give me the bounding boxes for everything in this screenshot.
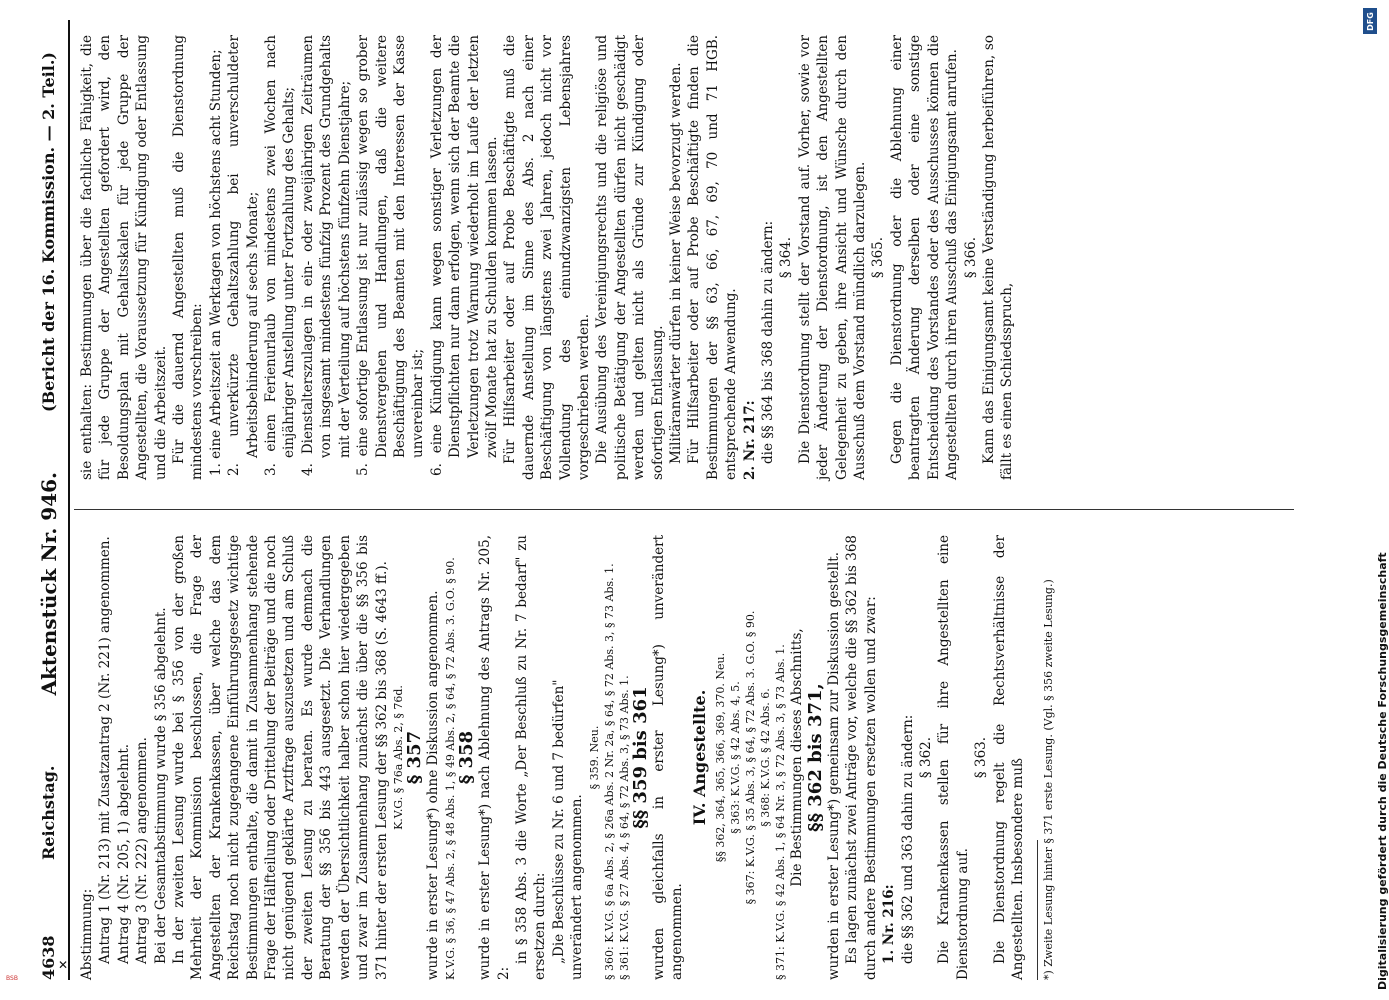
- list-item: 3. einen Ferienurlaub von mindestens zwei Wochen nach einjähriger Anstellung unter Fortzahlung des Gehalts;: [263, 35, 298, 476]
- page-header: [32, 20, 69, 980]
- para: Die Krankenkassen stellen für ihre Angestellten eine Dienstordnung auf.: [936, 535, 971, 980]
- law-reference: § 361: K.V.G. § 27 Abs. 4, § 64, § 72 Abs. 3, § 73 Abs. 1.: [617, 675, 631, 980]
- law-reference: §§ 362, 364, 365, 366, 369, 370. Neu.: [714, 652, 728, 863]
- footnote: *) Zweite Lesung hinter § 371 erste Lesung. (Vgl. § 356 zweite Lesung.): [1042, 579, 1056, 980]
- law-reference: § 359. Neu.: [587, 725, 601, 790]
- para: § 363.: [973, 736, 990, 779]
- footnote-rule: [1037, 840, 1038, 980]
- para: Die Bestimmungen dieses Abschnitts,: [789, 628, 806, 887]
- credit-text: Digitalisierung gefördert durch die Deutsche Forschungsgemeinschaft: [1376, 552, 1389, 990]
- header-title: Aktenstück Nr. 946.: [36, 472, 61, 696]
- para: Die Dienstordnung regelt die Rechtsverhältnisse der Angestellten. Insbesondere muß: [991, 535, 1027, 980]
- law-reference: § 367: K.V.G. § 35 Abs. 3, § 64, § 72 Abs. 3. G.O. § 90.: [744, 610, 758, 905]
- para: die §§ 362 und 363 dahin zu ändern:: [899, 714, 916, 964]
- para: wurde in erster Lesung*) nach Ablehnung des Antrags Nr. 205, 2:: [477, 535, 512, 980]
- digitization-credit: [1356, 0, 1389, 1000]
- para: Antrag 4 (Nr. 205, 1) abgelehnt.: [115, 743, 132, 964]
- law-reference: K.V.G. § 76a Abs. 2, § 76d.: [391, 685, 405, 830]
- para: Für die dauernd Angestellten muß die Dienstordnung mindestens vorschreiben:: [171, 35, 206, 480]
- column-separator: [74, 509, 1294, 510]
- list-item: 5. eine sofortige Entlassung ist nur zulässig wegen so grober Dienstvergehen und Handlungen, daß die weitere Beschäftigung des Beamten mit den Interessen der Kasse unvereinbar ist;: [355, 35, 427, 476]
- list-item: 1. eine Arbeitszeit an Werktagen von höchstens acht Stunden;: [207, 49, 224, 476]
- law-reference: § 368: K.V.G. § 42 Abs. 6.: [759, 688, 773, 827]
- rotated-document-page: [32, 20, 1332, 980]
- right-column: [78, 35, 1017, 480]
- dfg-logo: DFG: [1363, 8, 1377, 34]
- header-rule: [68, 20, 70, 980]
- para: Bei der Gesamtabstimmung wurde § 356 abgelehnt.: [152, 607, 169, 964]
- para: Es lagen zunächst zwei Anträge vor, welche die §§ 362 bis 368 durch andere Bestimmungen ersetzen wollen und zwar:: [844, 535, 879, 980]
- para: wurden gleichfalls in erster Lesung*) unverändert angenommen.: [650, 535, 686, 980]
- list-item: 6. eine Kündigung kann wegen sonstiger Verletzungen der Dienstpflichten nur dann erfolgen, wenn sich der Beamte die Verletzungen trotz Warnung wiederholt im Laufe der letzten zwölf Monate hat zu Schulden kommen lassen.: [428, 35, 500, 476]
- para: in § 358 Abs. 3 die Worte „Der Beschluß zu Nr. 7 bedarf" zu ersetzen durch:: [513, 535, 549, 980]
- para: Die Dienstordnung stellt der Vorstand auf. Vorher, sowie vor jeder Änderung der Dienstordnung, ist den Angestellten Gelegenheit zu geben, ihre Ansicht und Wünsche durch den Ausschuß dem Vorstand mündlich darzulegen.: [796, 35, 869, 480]
- para: unverändert angenommen.: [569, 794, 586, 980]
- para: Für Hilfsarbeiter oder auf Probe Beschäftigte finden die Bestimmungen der §§ 63, 66, 67, 69, 70 und 71 HGB. entsprechende Anwendung.: [686, 35, 740, 480]
- para: Militäranwärter dürfen in keiner Weise bevorzugt werden.: [668, 62, 684, 464]
- para: Antrag 1 (Nr. 213) mit Zusatzantrag 2 (Nr. 221) angenommen.: [97, 536, 114, 964]
- section-362-371: §§ 362 bis 371,: [804, 683, 826, 832]
- para: § 364.: [778, 236, 795, 279]
- law-reference: § 363: K.V.G. § 42 Abs. 4, 5.: [729, 681, 743, 834]
- law-reference: K.V.G. § 36, § 47 Abs. 2, § 48 Abs. 1, § 49 Abs. 2, § 64, § 72 Abs. 3. G.O. § 90.: [443, 557, 457, 980]
- para: Die Ausübung des Vereinigungsrechts und die religiöse und politische Betätigung der Angestellten dürfen nicht geschädigt werden und gelten nicht als Gründe zur Kündigung oder sofortigen Entlassung.: [594, 35, 666, 480]
- library-stamp: BSB: [6, 975, 18, 982]
- para: Abstimmung:: [79, 888, 95, 980]
- para: sie enthalten: Bestimmungen über die fachliche Fähigkeit, die für jede Gruppe der Angestellten gefordert wird, den Besoldungsplan mit Gehaltsskalen für jede Gruppe der Angestellten, die Voraussetzung für Kündigung oder Entlassung und die Arbeitszeit.: [79, 35, 169, 480]
- list-item: 2. unverkürzte Gehaltszahlung bei unverschuldeter Arbeitsbehinderung auf sechs Monate;: [226, 35, 261, 476]
- header-left: Reichstag.: [38, 765, 58, 860]
- para: wurde in erster Lesung*) ohne Diskussion angenommen.: [425, 590, 442, 980]
- list-item: 4. Dienstalterszulagen in ein- oder zweijährigen Zeiträumen von insgesamt mindestens fünfzig Prozent des Grundgehalts mit der Verteilung auf höchstens fünfzehn Dienstjahre;: [299, 35, 353, 476]
- section-358: § 358: [455, 730, 477, 785]
- para: die §§ 364 bis 368 dahin zu ändern:: [760, 220, 777, 464]
- para: „Die Beschlüsse zu Nr. 6 und 7 bedürfen": [550, 679, 567, 964]
- para: In der zweiten Lesung wurde bei § 356 von der großen Mehrheit der Kommission beschlossen, die Frage der Angestellten der Krankenkassen, über welche das dem Reichstag noch nicht zugegangene Einführungsgesetz wichtige Bestimmungen enthalte, die damit in Zusammenhang stehende Frage der Hälfteilung oder Drittelung der Beiträge und die noch nicht genügend geklärte Arztfrage auszusetzen und am Schluß der zweiten Lesung zu beraten. Es wurde demnach die Beratung der §§ 356 bis 443 ausgesetzt. Die Verhandlungen werden der Übersichtlichkeit halber schon hier wiedergegeben und zwar im Zusammenhang zunächst die über die §§ 356 bis 371 hinter der ersten Lesung der §§ 362 bis 368 (S. 4643 ff.).: [171, 535, 390, 980]
- law-reference: § 360: K.V.G. § 6a Abs. 2, § 26a Abs. 2 Nr. 2a, § 64, § 72 Abs. 3, § 73 Abs. 1.: [602, 563, 616, 980]
- para: § 366.: [962, 236, 979, 279]
- header-right: (Bericht der 16. Kommission. — 2. Teil.): [38, 52, 58, 412]
- para: 2. Nr. 217:: [741, 400, 758, 480]
- page-number: 4638: [38, 935, 58, 980]
- section-359-361: §§ 359 bis 361: [629, 686, 651, 829]
- para: wurden in erster Lesung*) gemeinsam zur Diskussion gestellt.: [826, 552, 842, 980]
- margin-mark: ✕: [58, 958, 69, 972]
- para: Kann das Einigungsamt keine Verständigung herbeiführen, so fällt es einen Schiedsspruch,: [980, 35, 1016, 480]
- para: § 365.: [870, 236, 887, 279]
- left-column: [78, 535, 1056, 980]
- para: Für Hilfsarbeiter oder auf Probe Beschäftigte muß die dauernde Anstellung im Sinne des Abs. 2 nach einer Beschäftigung von längstens zwei Jahren, jedoch nicht vor Vollendung des einundzwanzigsten Lebensjahres vorgeschrieben werden.: [502, 35, 592, 480]
- para: 1. Nr. 216:: [881, 884, 898, 964]
- section-357: § 357: [403, 730, 425, 785]
- para: Antrag 3 (Nr. 222) angenommen.: [134, 737, 151, 964]
- law-reference: § 371: K.V.G. § 42 Abs. 1, § 64 Nr. 3, § 72 Abs. 3, § 73 Abs. 1.: [774, 644, 788, 980]
- para: § 362.: [918, 736, 935, 779]
- chapter-heading: IV. Angestellte.: [689, 689, 709, 826]
- para: Gegen die Dienstordnung oder die Ablehnung einer beantragten Änderung derselben oder eine sonstige Entscheidung des Vorstandes oder des Ausschusses können die Angestellten durch ihren Ausschuß das Einigungsamt anrufen.: [888, 35, 961, 480]
